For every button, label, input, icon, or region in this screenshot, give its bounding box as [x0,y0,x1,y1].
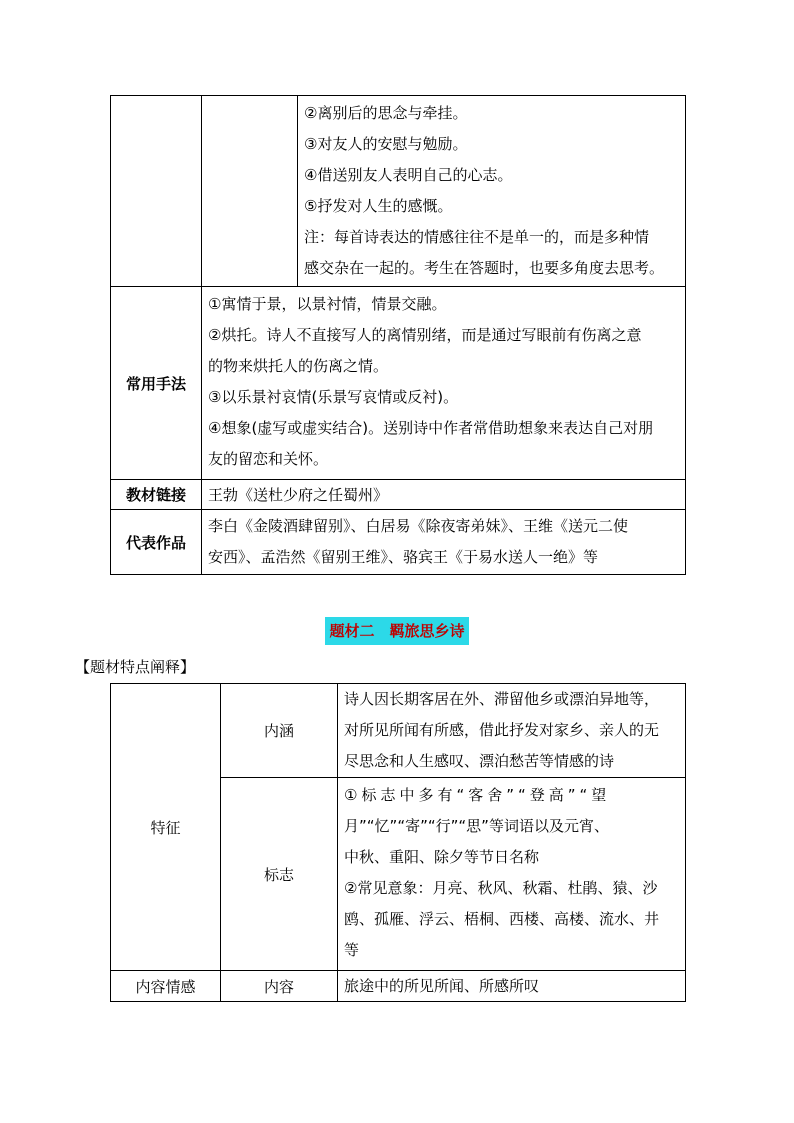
text-line: 中秋、重阳、除夕等节日名称 [344,848,540,866]
techniques-cell [202,287,686,480]
works-label: 代表作品 [111,510,202,575]
text-line: 李白《金陵酒肆留别》、白居易《除夜寄弟妹》、王维《送元二使 [208,517,629,535]
empty-cell [202,96,298,287]
content-label: 内容 [221,971,338,1002]
text-line: ②离别后的思念与牵挂。 [304,104,468,122]
works-cell [202,510,686,575]
text-line: 王勃《送杜少府之任蜀州》 [208,485,389,504]
text-line: ③以乐景衬哀情(乐景写哀情或反衬)。 [208,388,459,406]
connotation-cell [338,684,686,778]
text-line: 注：每首诗表达的情感往往不是单一的，而是多种情 [304,228,650,246]
section-title: 题材二 羁旅思乡诗 [325,617,469,645]
text-line: 旅途中的所见所闻、所感所叹 [344,977,540,995]
text-line: ⑤抒发对人生的感慨。 [304,197,453,215]
text-line: 鸥、孤雁、浮云、梧桐、西楼、高楼、流水、井 [344,910,660,928]
feature-label: 特征 [111,684,221,971]
section-label: 【题材特点阐释】 [75,658,196,676]
connotation-label: 内涵 [221,684,338,778]
empty-cell [111,96,202,287]
text-line: ③对友人的安慰与勉励。 [304,135,468,153]
content-emotion-label: 内容情感 [111,971,221,1002]
homesick-poem-table [110,683,686,1002]
text-line: ②常见意象：月亮、秋风、秋霜、杜鹃、猿、沙 [344,879,658,897]
text-line: ④想象(虚写或虚实结合)。送别诗中作者常借助想象来表达自己对朋 [208,419,654,437]
text-line: 友的留恋和关怀。 [208,450,329,468]
text-line: 对所见所闻有所感，借此抒发对家乡、亲人的无 [344,721,660,739]
text-line: ①标志中多有“客舍”“登高”“望 [344,786,611,804]
emotion-cell [298,96,686,287]
text-line: ①寓情于景，以景衬情，情景交融。 [208,295,447,313]
text-line: 安西》、孟浩然《留别王维》、骆宾王《于易水送人一绝》等 [208,548,599,566]
text-line: 尽思念和人生感叹、漂泊愁苦等情感的诗 [344,752,615,770]
text-line: ④借送别友人表明自己的心志。 [304,166,513,184]
techniques-label: 常用手法 [111,287,202,480]
text-line: 感交杂在一起的。考生在答题时，也要多角度去思考。 [304,259,665,277]
textbook-cell [202,480,686,510]
text-line: 等 [344,941,360,959]
text-line: 的物来烘托人的伤离之情。 [208,357,389,375]
textbook-label: 教材链接 [111,480,202,510]
text-line: 月”“忆”“寄”“行”“思”等词语以及元宵、 [344,817,609,835]
text-line: ②烘托。诗人不直接写人的离情别绪，而是通过写眼前有伤离之意 [208,326,642,344]
farewell-poem-table [110,95,686,575]
marker-cell [338,778,686,971]
text-line: 诗人因长期客居在外、滞留他乡或漂泊异地等， [344,690,660,708]
content-cell [338,971,686,1002]
marker-label: 标志 [221,778,338,971]
